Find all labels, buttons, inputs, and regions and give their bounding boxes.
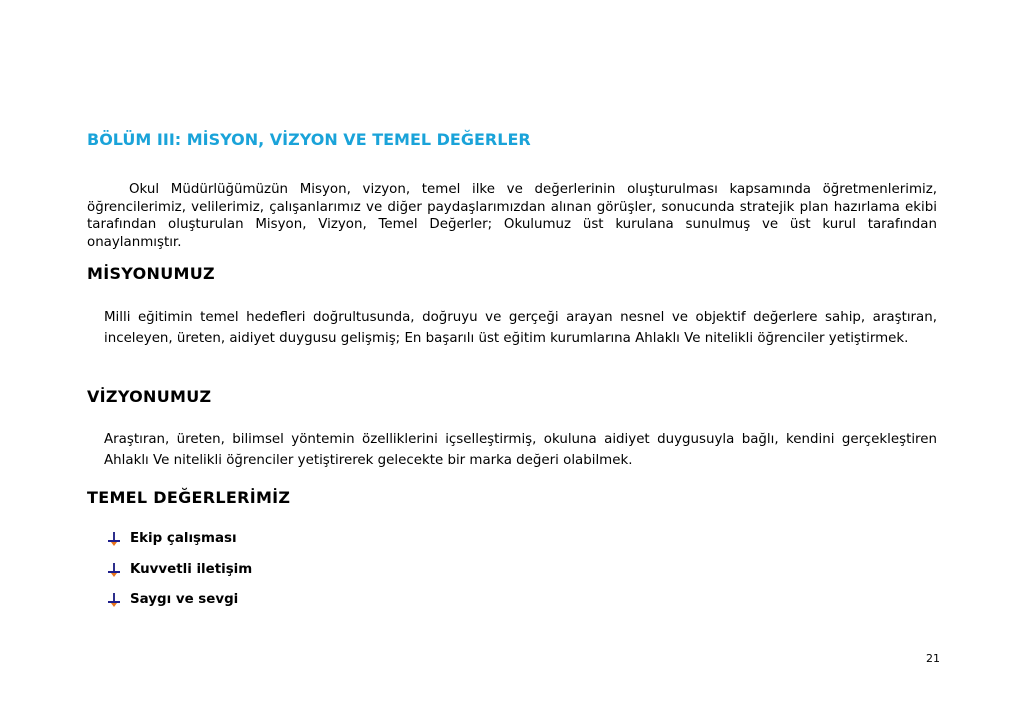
- arrow-down-bullet-icon: [107, 563, 121, 577]
- mission-heading: MİSYONUMUZ: [87, 264, 215, 283]
- values-list: [107, 531, 252, 623]
- page-number: 21: [926, 652, 940, 665]
- vision-text: Araştıran, üreten, bilimsel yöntemin özelliklerini içselleştirmiş, okuluna aidiyet duygusuyla bağlı, kendini gerçekleştiren Ahlaklı Ve nitelikli öğrenciler yetiştirerek gelecekte bir marka değeri olabilmek.: [104, 432, 937, 468]
- value-item-label: Saygı ve sevgi: [130, 592, 239, 607]
- section-title: BÖLÜM III: MİSYON, VİZYON VE TEMEL DEĞERLER: [87, 130, 531, 149]
- value-item-label: Ekip çalışması: [130, 531, 237, 546]
- list-item: [107, 562, 252, 593]
- mission-text: Milli eğitimin temel hedefleri doğrultusunda, doğruyu ve gerçeği arayan nesnel ve objektif değerlere sahip, araştıran, inceleyen, üreten, aidiyet duygusu gelişmiş; En başarılı üst eğitim kurumlarına Ahlaklı Ve nitelikli öğrenciler yetiştirmek.: [104, 310, 937, 346]
- value-item-label: Kuvvetli iletişim: [130, 561, 253, 577]
- arrow-down-bullet-icon: [107, 532, 121, 546]
- values-heading: TEMEL DEĞERLERİMİZ: [87, 488, 291, 507]
- vision-heading: VİZYONUMUZ: [87, 387, 212, 406]
- arrow-down-bullet-icon: [107, 593, 121, 607]
- intro-paragraph: Okul Müdürlüğümüzün Misyon, vizyon, temel ilke ve değerlerinin oluşturulması kapsamında öğretmenlerimiz, öğrencilerimiz, velilerimiz, çalışanlarımız ve diğer paydaşlarımızdan alınan görüşler, sonucunda stratejik plan hazırlama ekibi tarafından oluşturulan Misyon, Vizyon, Temel Değerler; Okulumuz üst kurulana sunulmuş ve üst kurul tarafından onaylanmıştır.: [87, 182, 937, 250]
- list-item: [107, 531, 252, 562]
- list-item: [107, 592, 252, 623]
